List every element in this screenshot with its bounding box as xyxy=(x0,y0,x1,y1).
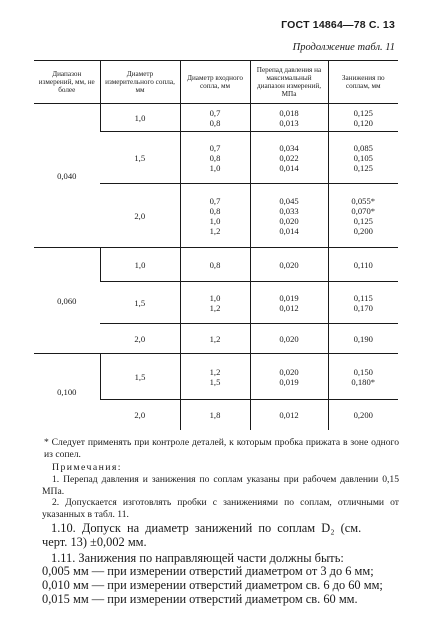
pressure-drop-cell xyxy=(250,400,328,430)
note-item: 2. Допускается изготовлять пробки с занижениями по соплам, отличными от указанных в табл. 11. xyxy=(42,497,399,520)
column-header: Перепад давления на максимальный диапазон измерений, МПа xyxy=(250,61,328,104)
cell-value: 0,7 xyxy=(209,195,221,206)
cell-value: 0,020 xyxy=(279,366,299,377)
cell-value: 0,012 xyxy=(279,302,299,313)
cell-value: 0,105 xyxy=(353,152,373,163)
cell-value: 0,125 xyxy=(353,162,373,173)
column-header: Диаметр входного сопла, мм xyxy=(180,61,250,104)
measuring-nozzle-cell: 1,5 xyxy=(100,354,180,400)
body-text-line: 1.11. Занижения по направляющей части должны быть: xyxy=(51,551,344,565)
nozzle-reduction-cell xyxy=(328,400,398,430)
cell-value: 0,7 xyxy=(209,142,221,153)
cell-value: 0,055* xyxy=(351,195,376,206)
inlet-nozzle-cell xyxy=(180,248,250,282)
measuring-nozzle-cell: 1,0 xyxy=(100,104,180,132)
pressure-drop-cell xyxy=(250,324,328,354)
cell-value: 0,013 xyxy=(279,117,299,128)
table-row xyxy=(34,248,398,282)
cell-value: 0,115 xyxy=(353,292,373,303)
column-header: Диаметр измерительного сопла, мм xyxy=(100,61,180,104)
cell-value: 0,012 xyxy=(279,409,299,420)
cell-value: 0,019 xyxy=(279,292,299,303)
cell-value: 1,2 xyxy=(209,366,221,377)
inlet-nozzle-cell xyxy=(180,354,250,400)
cell-value: 0,019 xyxy=(279,376,299,387)
nozzle-spec-table xyxy=(34,60,398,430)
cell-value: 0,8 xyxy=(209,117,221,128)
pressure-drop-cell xyxy=(250,104,328,132)
inlet-nozzle-cell xyxy=(180,184,250,248)
notes-title: Примечания: xyxy=(52,462,122,473)
page-header: ГОСТ 14864—78 С. 13 xyxy=(281,19,395,31)
nozzle-reduction-cell xyxy=(328,282,398,324)
body-text-line: 1.10. Допуск на диаметр занижений по соплам D₂ (см. xyxy=(51,521,362,535)
cell-value: 1,5 xyxy=(209,376,221,387)
pressure-drop-cell xyxy=(250,354,328,400)
cell-value: 0,200 xyxy=(353,225,373,236)
nozzle-reduction-cell xyxy=(328,184,398,248)
range-cell: 0,100 xyxy=(34,354,100,430)
inlet-nozzle-cell xyxy=(180,282,250,324)
body-text-line: 0,010 мм — при измерении отверстий диаметром св. 6 до 60 мм; xyxy=(42,578,383,592)
table-footnote: * Следует применять при контроле деталей, к которым пробка прижата в зоне одного из сопел. xyxy=(44,437,399,460)
cell-value: 0,8 xyxy=(209,259,221,270)
cell-value: 0,085 xyxy=(353,142,373,153)
cell-value: 1,0 xyxy=(209,162,221,173)
cell-value: 0,200 xyxy=(353,409,373,420)
range-cell: 0,060 xyxy=(34,248,100,354)
cell-value: 0,7 xyxy=(209,107,221,118)
cell-value: 1,8 xyxy=(209,409,221,420)
cell-value: 0,110 xyxy=(353,259,373,270)
nozzle-reduction-cell xyxy=(328,248,398,282)
cell-value: 0,014 xyxy=(279,225,299,236)
table-continuation-caption: Продолжение табл. 11 xyxy=(292,42,395,53)
inlet-nozzle-cell xyxy=(180,324,250,354)
cell-value: 0,014 xyxy=(279,162,299,173)
body-text-line: 0,015 мм — при измерении отверстий диаметром св. 60 мм. xyxy=(42,592,358,606)
cell-value: 1,0 xyxy=(209,215,221,226)
cell-value: 0,120 xyxy=(353,117,373,128)
pressure-drop-cell xyxy=(250,282,328,324)
cell-value: 0,125 xyxy=(353,215,373,226)
cell-value: 0,125 xyxy=(353,107,373,118)
cell-value: 0,022 xyxy=(279,152,299,163)
cell-value: 0,190 xyxy=(353,333,373,344)
cell-value: 0,8 xyxy=(209,205,221,216)
inlet-nozzle-cell xyxy=(180,132,250,184)
body-text-line: черт. 13) ±0,002 мм. xyxy=(42,535,147,549)
cell-value: 0,070* xyxy=(351,205,376,216)
table-header-row xyxy=(34,61,398,104)
nozzle-reduction-cell xyxy=(328,104,398,132)
measuring-nozzle-cell: 2,0 xyxy=(100,184,180,248)
cell-value: 1,2 xyxy=(209,225,221,236)
column-header: Диапазон измерений, мм, не более xyxy=(34,61,100,104)
measuring-nozzle-cell: 1,0 xyxy=(100,248,180,282)
inlet-nozzle-cell xyxy=(180,400,250,430)
column-header: Занижения по соплам, мм xyxy=(328,61,398,104)
pressure-drop-cell xyxy=(250,184,328,248)
measuring-nozzle-cell: 1,5 xyxy=(100,132,180,184)
note-item: 1. Перепад давления и занижения по соплам указаны при рабочем давлении 0,15 МПа. xyxy=(42,474,399,497)
cell-value: 1,0 xyxy=(209,292,221,303)
pressure-drop-cell xyxy=(250,248,328,282)
cell-value: 0,8 xyxy=(209,152,221,163)
measuring-nozzle-cell: 2,0 xyxy=(100,400,180,430)
cell-value: 0,020 xyxy=(279,259,299,270)
table-body xyxy=(34,104,398,430)
cell-value: 0,170 xyxy=(353,302,373,313)
cell-value: 1,2 xyxy=(209,302,221,313)
pressure-drop-cell xyxy=(250,132,328,184)
cell-value: 0,034 xyxy=(279,142,299,153)
cell-value: 1,2 xyxy=(209,333,221,344)
measuring-nozzle-cell: 2,0 xyxy=(100,324,180,354)
cell-value: 0,045 xyxy=(279,195,299,206)
cell-value: 0,018 xyxy=(279,107,299,118)
table-row xyxy=(34,354,398,400)
cell-value: 0,180* xyxy=(351,376,376,387)
nozzle-reduction-cell xyxy=(328,324,398,354)
cell-value: 0,020 xyxy=(279,333,299,344)
nozzle-reduction-cell xyxy=(328,354,398,400)
inlet-nozzle-cell xyxy=(180,104,250,132)
measuring-nozzle-cell: 1,5 xyxy=(100,282,180,324)
nozzle-reduction-cell xyxy=(328,132,398,184)
cell-value: 0,150 xyxy=(353,366,373,377)
table-row xyxy=(34,104,398,132)
body-text-line: 0,005 мм — при измерении отверстий диаметром от 3 до 6 мм; xyxy=(42,564,374,578)
range-cell: 0,040 xyxy=(57,170,77,181)
cell-value: 0,033 xyxy=(279,205,299,216)
cell-value: 0,020 xyxy=(279,215,299,226)
